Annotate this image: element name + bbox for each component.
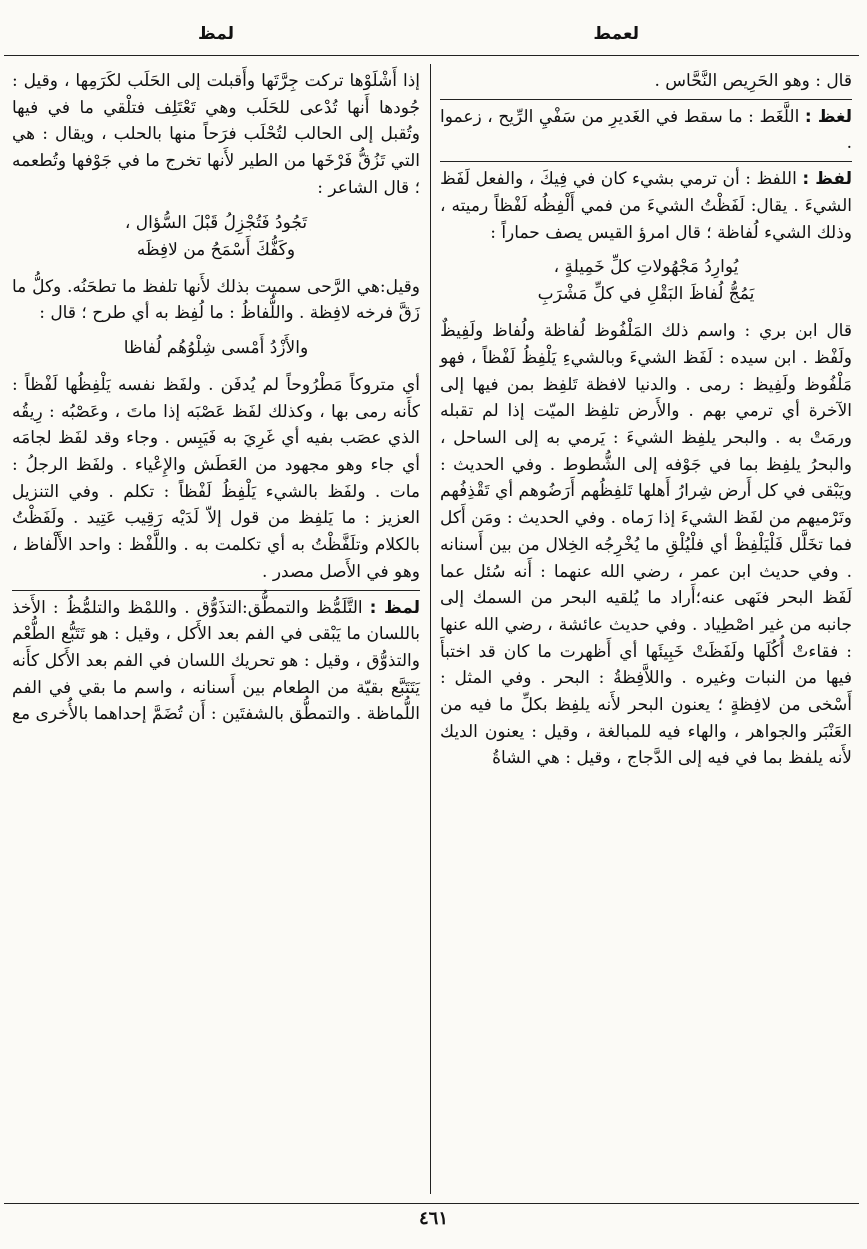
entry-divider <box>440 99 852 100</box>
entry-text: اللفظ : أن ترمي بشيء كان في فِيكَ ، والفعل لَفَظ الشيءَ . يقال: لَفَظْتُ الشيءَ من فمي أَلْفِظُه لَفْظاً رميته ، وذلك الشيء لُفاظة ؛ قال امرؤ القيس يصف حماراً : <box>440 169 852 243</box>
page-header <box>0 20 867 50</box>
verse-line: وكَفُّكَ أَسْمَحُ من لافِظَه <box>136 239 296 260</box>
entry-lfz <box>440 166 852 246</box>
paragraph: أي متروكاً مَطْرُوحاً لم يُدفَن . ولفَظ نفسه يَلْفِظُها لَفْظاً : كأَنه رمى بها ، وكذلك لفَظ عَصْبَه إذا ماتَ ، وعَصْبُه : رِيقُه الذي عصَب بفيه أي غَرِيَ به فَيَبِس . وجاء وقد لفَظ لجامَه أي جاء وهو مجهود من العَطَش والإِعْياء . ولفَظ الرجلُ : مات . ولفَظ بالشيء يَلْفِظُ لَفْظاً : تكلم . وفي التنزيل العزيز : ما يَلفِظ من قول إلاّ لَدَيْه رَقِيب عَتِيد . ولَفَظْتُ بالكلام وتلَفَّظْتُ به أي تكلمت به . واللَّفْظ : واحد الأَلْفاظ ، وهو في الأَصل مصدر . <box>12 374 420 582</box>
entry-divider <box>440 161 852 162</box>
right-guide-word: لعمط <box>593 24 639 44</box>
column-separator <box>430 64 431 1194</box>
paragraph: قال ابن بري : واسم ذلك المَلْفُوظ لُفاظة ولُفاظ ولَفِيظٌ ولَفْظ . ابن سيده : لَفَظ الشيءَ وبالشيءِ يَلْفِظُ لَفْظاً ، فهو مَلْفُوظ ولَفِيظ : رمى . والدنيا لافظة تَلفِظ بمن فيها إلى الآخرة أي ترمي بهم . والأَرض تلفِظ الميّت إذا لم تقبله ورمَتْ به . والبحر يلفِظ الشيءَ : يَرمي به إلى الساحل ، والبحرُ يلفِظ بما في جَوْفه إلى الشُّطوط . وفي الحديث : ويَبْقى في كل أَرض شِرارُ أَهلها تَلفِظُهم أَرَضُوهم أي تَقْذِفُهم وتَرْميهم من لفَظ الشيءَ إذا رَماه . وفي الحديث : ومَن أَكل فما تخَلَّل فَلْيَلْفِظْ أي فلْيُلْقِ ما يُخْرِجُه الخِلال من بين أَسنانه . وفي حديث ابن عمر ، رضي الله عنهما : أَنه سُئل عما لَفَظ البحر فنَهى عنه؛أَراد ما يُلقيه البحر من السمك إلى جانبه من غير اصْطِياد . وفي حديث عائشة ، رضي الله عنها : فقاءتْ أُكُلَها ولَفَظَتْ خَبِيئَها أي أَظهرت ما كان قد اختبأَ فيها من النبات وغيره . واللاَّفِظةُ : البحر . وفي المثل : أَسْخى من لافِظةٍ ؛ يعنون البحر لأَنه يلفِظ بكلِّ ما فيه من العَنْبَر والجواهر ، والهاء فيه للمبالغة ، وقيل : يعنون الديك لأَنه يلفظ بما في فيه إلى الدَّجاج ، وقيل : هي الشاةُ <box>440 321 852 769</box>
paragraph: قال : وهو الحَرِيص النَّحَّاس . <box>654 71 852 91</box>
right-column <box>440 68 852 772</box>
entry-headword: لمظ : <box>369 597 421 618</box>
paragraph: وقيل:هي الرَّحى سميت بذلك لأَنها تلفظ ما تطحَنُه. وكلُّ ما زَقَّ فرخه لافِظة . واللُّفاظُ : ما لُفِظ به أي طرح ؛ قال : <box>12 276 420 324</box>
entry-text: اللَّغَط : ما سقط في الغَديرِ من سَفْيِ الرِّيح ، زعموا . <box>440 106 852 154</box>
verse <box>12 335 420 362</box>
entry-divider <box>12 590 420 591</box>
left-guide-word: لمظ <box>198 24 234 44</box>
entry-lmz <box>12 595 420 729</box>
entry-headword: لغظ : <box>804 106 852 127</box>
page-number: ٤٦١ <box>418 1208 448 1229</box>
verse <box>12 210 420 264</box>
paragraph: إذا أَشْلَوْها تركت جِرَّتَها وأَقبلت إلى الحَلَب لكَرَمِها ، وقيل : جُودها أَنها تُدْعى للحَلَب وهي تَعْتَلِف فتلْقي ما في فيها وتُقبل إلى الحالب لتُحْلَب فرَحاً منها بالحلب ، ويقال : هي التي تَزُقُّ فَرْخَها من الطير لأَنها تخرج ما في جَوْفها وتُطعمه ؛ قال الشاعر : <box>12 71 420 198</box>
verse-line: والأَزْدُ أَمْسى شِلْوُهُم لُفاظا <box>123 337 309 358</box>
top-rule <box>4 55 859 56</box>
entry-headword: لفظ : <box>802 169 853 190</box>
left-column <box>12 68 420 728</box>
entry-lght <box>440 104 852 157</box>
verse <box>440 254 852 308</box>
bottom-rule <box>4 1203 859 1204</box>
entry-text: التَّلَمُّظ والتمطُّق:التذَوُّق . واللمْظ والتلمُّظُ : الأَخذ باللسان ما يَبْقى في الفم بعد الأَكل ، وقيل : هو تَتَبُّع الطُّعْم والتذوُّق ، وقيل : هو تحريك اللسان في الفم بعد الأَكل كأَنه يَتَتَبَّع بقيّة من الطعام بين أَسنانه ، واسم ما بقي في الفم اللُّماظة . والتمطُّق بالشفتَين : أَن تُضَمَّ إحداهما بالأُخرى مع <box>12 597 420 725</box>
verse-line: تَجُودُ فَتُجْزِلُ قَبْلَ السُّؤال ، <box>124 212 308 233</box>
verse-line: يَمُجُّ لُفاظَ البَقْلِ في كلِّ مَشْرَبِ <box>537 284 755 305</box>
verse-line: يُوارِدُ مَجْهُولاتِ كلِّ خَمِيلةٍ ، <box>553 257 739 278</box>
